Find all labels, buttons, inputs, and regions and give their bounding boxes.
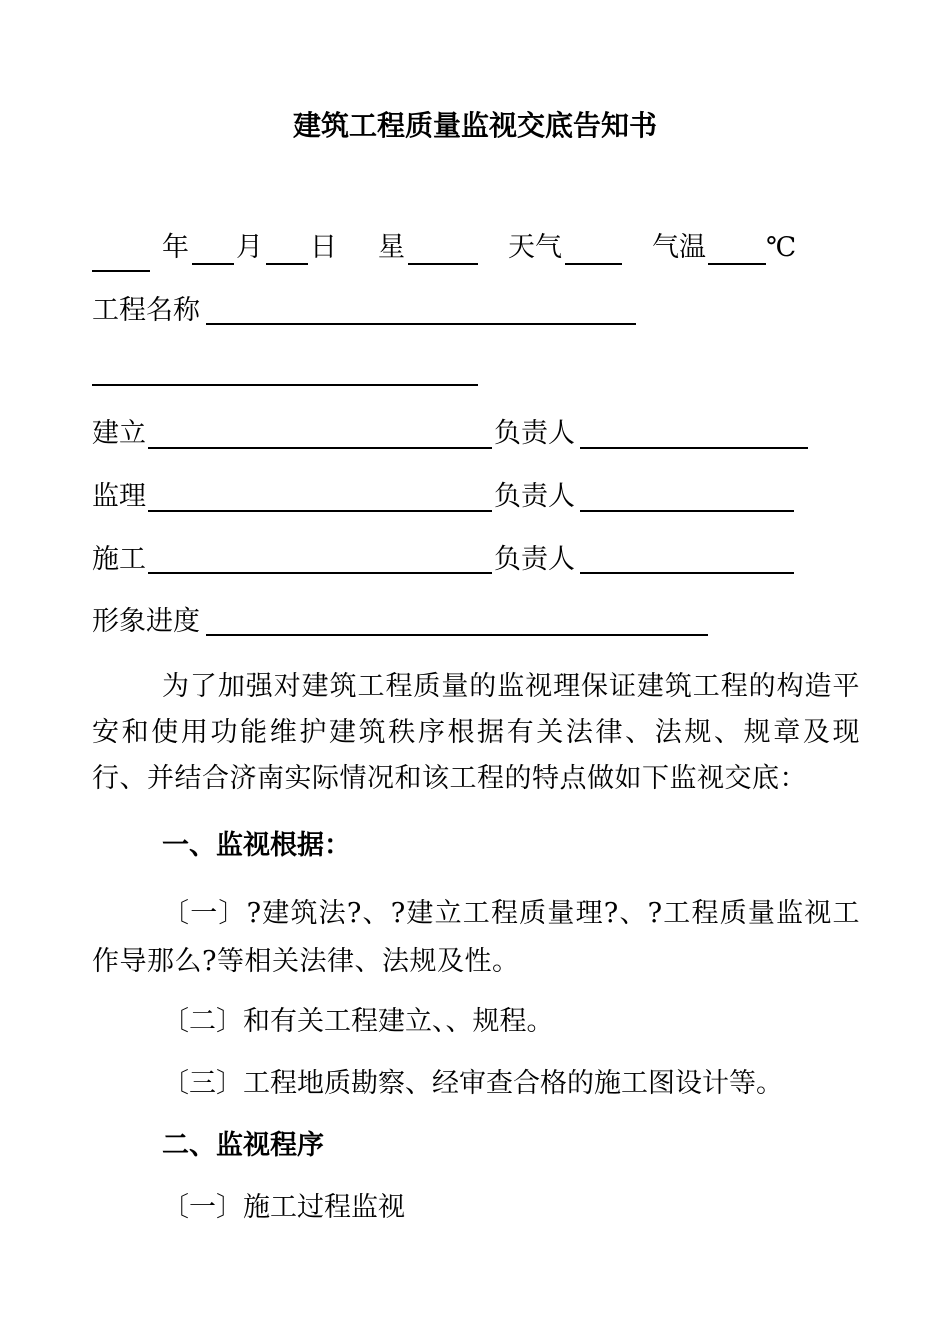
temperature-blank[interactable] (708, 263, 766, 265)
progress-blank[interactable] (206, 634, 708, 636)
month-label: 月 (236, 232, 263, 263)
project-name-blank[interactable] (206, 323, 636, 325)
day-label: 日 (310, 232, 337, 263)
section2-item-1: 〔一〕施工过程监视 (162, 1192, 405, 1223)
section1-item-2: 〔二〕和有关工程建立、、规程。 (162, 1006, 554, 1037)
supervision-owner-blank[interactable] (580, 510, 794, 512)
intro-paragraph: 为了加强对建筑工程质量的监视理保证建筑工程的构造平安和使用功能维护建筑秩序根据有关法律、法规、规章及现行、并结合济南实际情况和该工程的特点做如下监视交底： (92, 671, 860, 794)
construction-label: 建立 (92, 418, 146, 449)
contractor-owner-label: 负责人 (494, 544, 575, 575)
construction-owner-label: 负责人 (494, 418, 575, 449)
progress-label: 形象进度 (92, 606, 200, 637)
section1-heading: 一、监视根据： (162, 830, 351, 861)
section2-heading: 二、监视程序 (162, 1130, 324, 1161)
section1-item-3: 〔三〕工程地质勘察、经审查合格的施工图设计等。 (162, 1068, 783, 1099)
year-blank[interactable] (92, 270, 150, 272)
construction-blank[interactable] (148, 447, 492, 449)
weekday-blank[interactable] (408, 263, 478, 265)
contractor-label: 施工 (92, 544, 146, 575)
contractor-owner-blank[interactable] (580, 572, 794, 574)
day-blank[interactable] (266, 263, 308, 265)
project-name-blank-2[interactable] (92, 384, 478, 386)
supervision-blank[interactable] (148, 510, 492, 512)
weekday-label: 星 (378, 232, 405, 263)
contractor-blank[interactable] (148, 572, 492, 574)
weather-blank[interactable] (565, 263, 622, 265)
month-blank[interactable] (192, 263, 234, 265)
supervision-label: 监理 (92, 481, 146, 512)
section1-item-1: 〔一〕?建筑法?、?建立工程质量理?、?工程质量监视工作导那么?等相关法律、法规及性。 (92, 898, 860, 977)
year-label: 年 (162, 232, 189, 263)
temperature-unit: ℃ (766, 232, 797, 263)
temperature-label: 气温 (652, 232, 706, 263)
supervision-owner-label: 负责人 (494, 481, 575, 512)
document-title: 建筑工程质量监视交底告知书 (292, 109, 657, 142)
construction-owner-blank[interactable] (580, 447, 808, 449)
project-name-label: 工程名称 (92, 295, 200, 326)
weather-label: 天气 (508, 232, 562, 263)
